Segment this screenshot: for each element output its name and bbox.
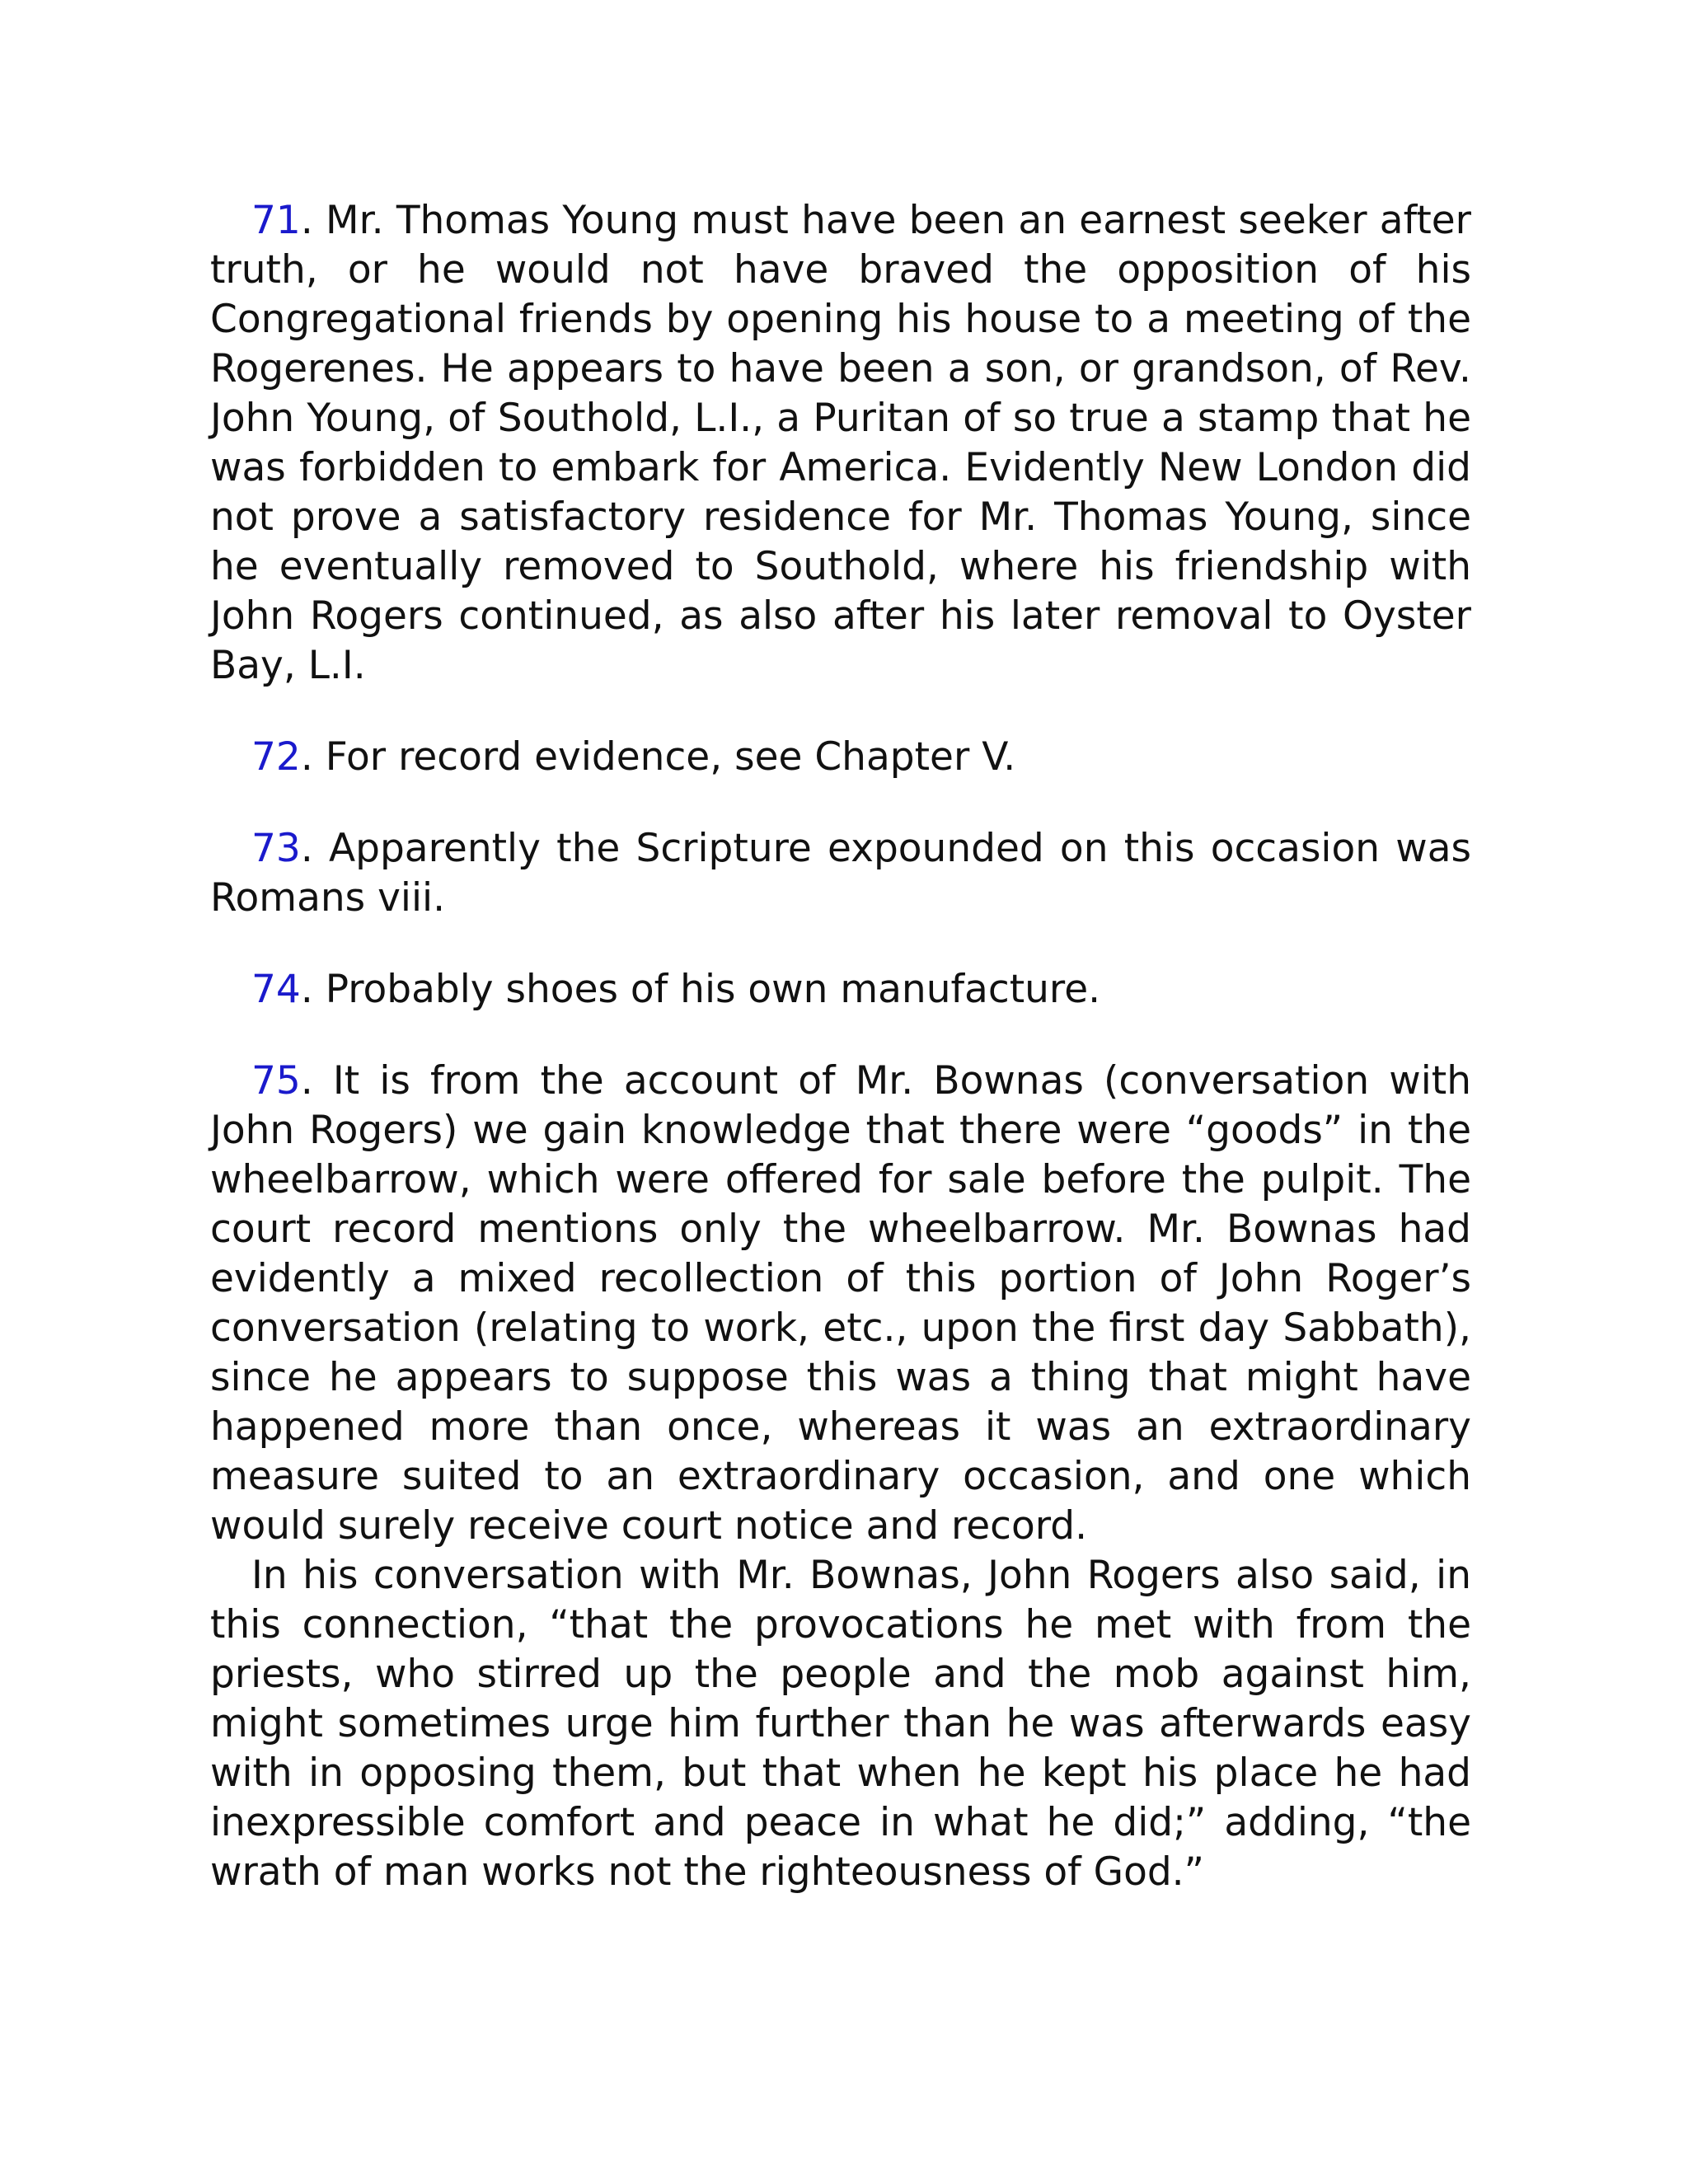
footnote-number-link[interactable]: 71	[251, 198, 301, 243]
footnote-text: . It is from the account of Mr. Bownas (conversation with John Rogers) we gain knowledge that there were “goods” in the wheelbarrow, which were offered for sale before the pulpit. The court record mentions only the wheelbarrow. Mr. Bownas had evidently a mixed recollection of this portion of John Roger’s conversation (relating to work, etc., upon the first day Sabbath), since he appears to suppose this was a thing that might have happened more than once, whereas it was an extraordinary measure suited to an extraordinary occasion, and one which would surely receive court notice and record.	[210, 1058, 1471, 1549]
footnote-text: . Probably shoes of his own manufacture.	[300, 967, 1101, 1012]
footnote-number-link[interactable]: 75	[251, 1058, 301, 1104]
footnote-text: . Apparently the Scripture expounded on this occasion was Romans viii.	[210, 826, 1471, 921]
footnote-number-link[interactable]: 73	[251, 826, 301, 871]
footnote-number-link[interactable]: 74	[251, 967, 301, 1012]
footnote-72	[210, 733, 1471, 782]
footnote-text: . Mr. Thomas Young must have been an earnest seeker after truth, or he would not have braved the opposition of his Congregational friends by opening his house to a meeting of the Rogerenes. He appears to have been a son, or grandson, of Rev. John Young, of Southold, L.I., a Puritan of so true a stamp that he was forbidden to embark for America. Evidently New London did not prove a satisfactory residence for Mr. Thomas Young, since he eventually removed to Southold, where his friendship with John Rogers continued, as also after his later removal to Oyster Bay, L.I.	[210, 198, 1471, 688]
document-page	[210, 196, 1471, 1939]
footnote-75	[210, 1057, 1471, 1551]
footnote-73	[210, 824, 1471, 923]
footnote-71	[210, 196, 1471, 691]
footnote-number-link[interactable]: 72	[251, 734, 301, 780]
footnote-text: . For record evidence, see Chapter V.	[300, 734, 1016, 780]
footnote-74	[210, 965, 1471, 1015]
footnote-75-continuation: In his conversation with Mr. Bownas, John Rogers also said, in this connection, “that the provocations he met with from the priests, who stirred up the people and the mob against him, might sometimes urge him further than he was afterwards easy with in opposing them, but that when he kept his place he had inexpressible comfort and peace in what he did;” adding, “the wrath of man works not the righteousness of God.”	[210, 1553, 1471, 1895]
